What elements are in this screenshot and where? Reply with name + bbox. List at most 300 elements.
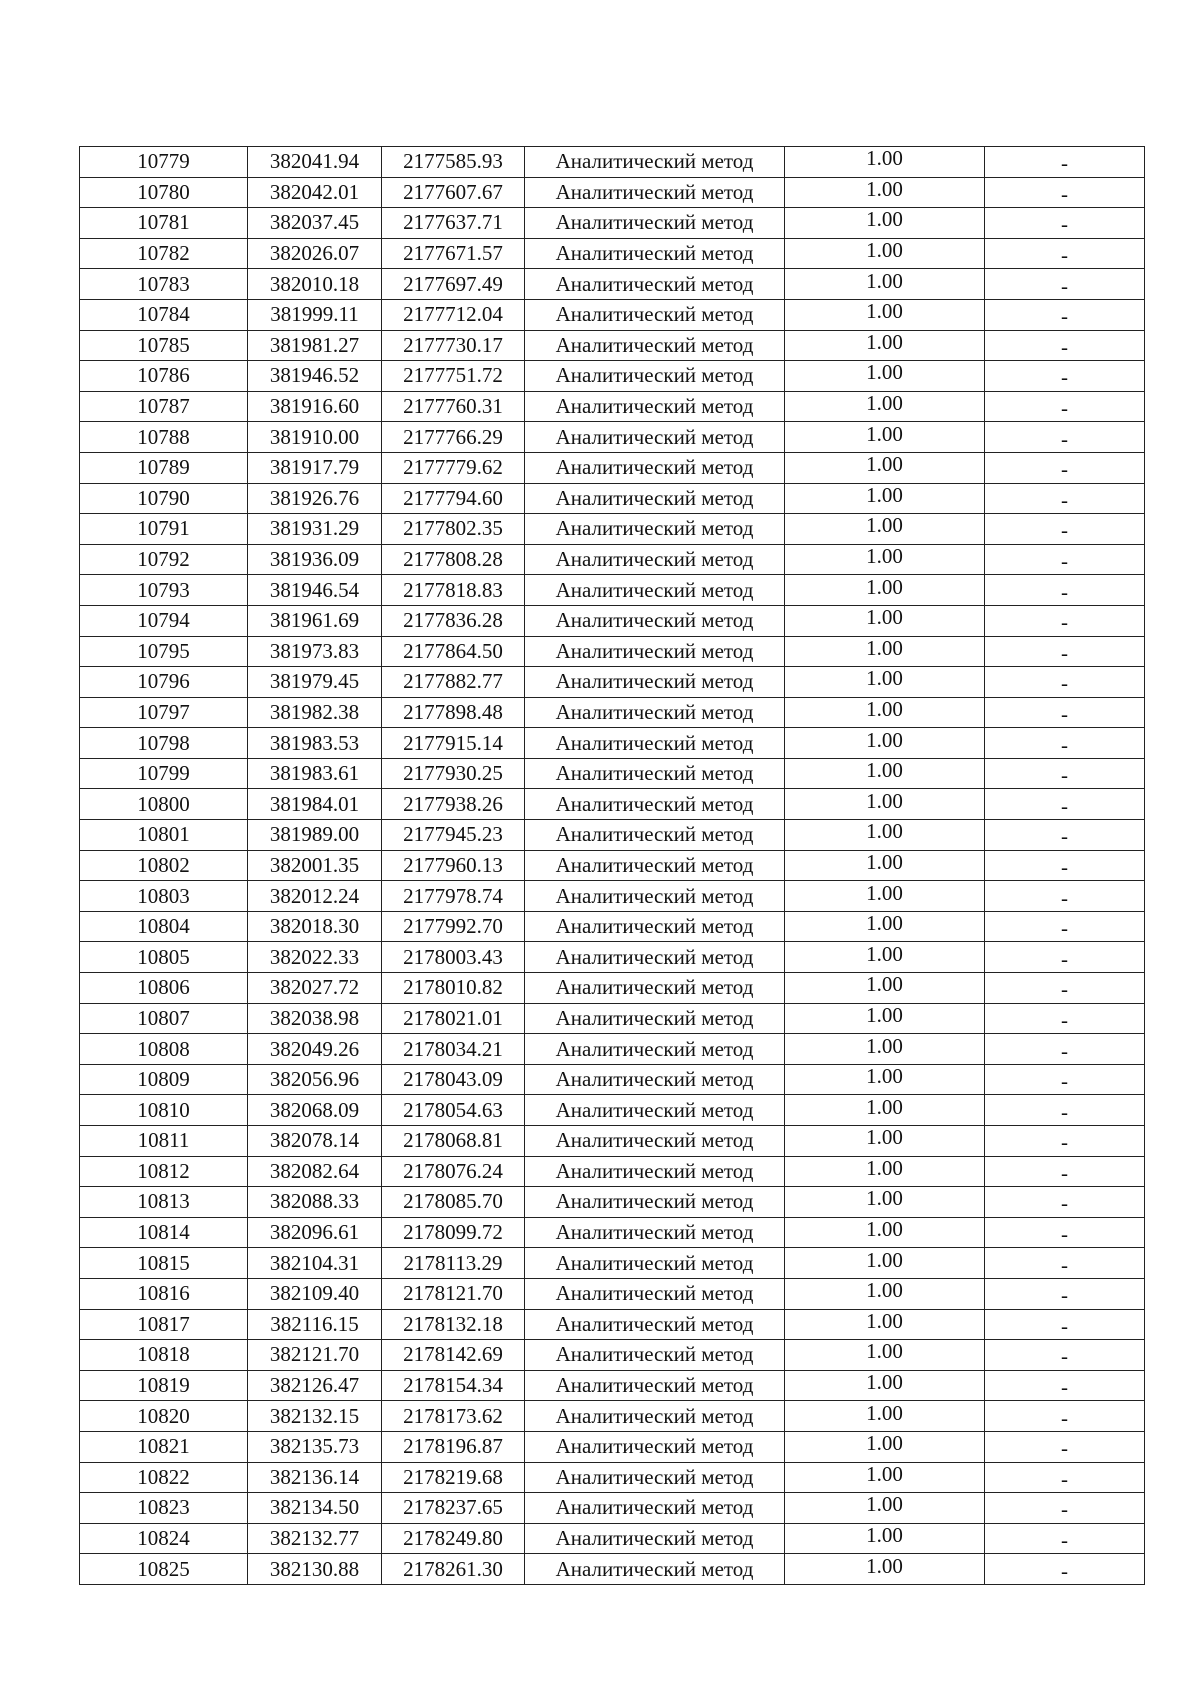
y-coordinate-cell-text: 2178196.87: [403, 1434, 503, 1459]
x-coordinate-cell-text: 381936.09: [269, 547, 360, 572]
x-coordinate-cell: [248, 911, 382, 942]
method-cell: [525, 1034, 785, 1065]
y-coordinate-cell-text: 2178010.82: [403, 975, 503, 1000]
accuracy-cell-text: 1.00: [866, 1462, 903, 1486]
accuracy-cell: [785, 422, 985, 453]
accuracy-cell-text: 1.00: [866, 1003, 903, 1027]
table-row: [80, 269, 1145, 300]
point-number-cell: [80, 1493, 248, 1524]
x-coordinate-cell: [248, 483, 382, 514]
accuracy-cell: [785, 1370, 985, 1401]
method-cell-text: Аналитический метод: [555, 975, 754, 1000]
y-coordinate-cell-text: 2177864.50: [403, 638, 503, 663]
point-number-cell: [80, 269, 248, 300]
point-number-cell: [80, 1034, 248, 1065]
table-row: [80, 758, 1145, 789]
x-coordinate-cell-text: 381983.53: [269, 730, 360, 755]
y-coordinate-cell-text: 2178249.80: [403, 1526, 503, 1551]
point-number-cell-text: 10807: [137, 1005, 190, 1030]
x-coordinate-cell: [248, 758, 382, 789]
y-coordinate-cell: [382, 942, 525, 973]
x-coordinate-cell-text: 381946.52: [269, 363, 360, 388]
y-coordinate-cell: [382, 1462, 525, 1493]
table-row: [80, 514, 1145, 545]
x-coordinate-cell-text: 382096.61: [269, 1220, 360, 1245]
note-cell: [985, 1126, 1145, 1157]
x-coordinate-cell: [248, 514, 382, 545]
note-cell-text: -: [1061, 151, 1068, 176]
y-coordinate-cell: [382, 208, 525, 239]
method-cell-text: Аналитический метод: [555, 1373, 754, 1398]
method-cell: [525, 1340, 785, 1371]
y-coordinate-cell-text: 2177978.74: [403, 883, 503, 908]
point-number-cell: [80, 1462, 248, 1493]
x-coordinate-cell-text: 382068.09: [269, 1097, 360, 1122]
accuracy-cell-text: 1.00: [866, 421, 903, 446]
x-coordinate-cell: [248, 269, 382, 300]
point-number-cell-text: 10819: [137, 1373, 190, 1398]
y-coordinate-cell: [382, 452, 525, 483]
note-cell-text: -: [1061, 610, 1068, 635]
x-coordinate-cell: [248, 973, 382, 1004]
point-number-cell-text: 10784: [137, 302, 190, 327]
x-coordinate-cell-text: 382135.73: [269, 1434, 360, 1459]
note-cell: [985, 1034, 1145, 1065]
method-cell: [525, 238, 785, 269]
table-row: [80, 789, 1145, 820]
note-cell-text: -: [1061, 1497, 1068, 1522]
point-number-cell-text: 10799: [137, 761, 190, 786]
point-number-cell: [80, 575, 248, 606]
method-cell-text: Аналитический метод: [555, 547, 754, 572]
y-coordinate-cell: [382, 299, 525, 330]
method-cell: [525, 544, 785, 575]
point-number-cell-text: 10792: [137, 547, 190, 572]
accuracy-cell: [785, 1278, 985, 1309]
method-cell: [525, 1064, 785, 1095]
accuracy-cell: [785, 1034, 985, 1065]
note-cell-text: -: [1061, 243, 1068, 268]
point-number-cell-text: 10791: [137, 516, 190, 541]
point-number-cell-text: 10793: [137, 577, 190, 602]
y-coordinate-cell: [382, 1126, 525, 1157]
method-cell: [525, 1401, 785, 1432]
x-coordinate-cell: [248, 177, 382, 208]
table-row: [80, 544, 1145, 575]
note-cell-text: -: [1061, 1007, 1068, 1032]
y-coordinate-cell-text: 2178154.34: [403, 1373, 503, 1398]
note-cell: [985, 850, 1145, 881]
y-coordinate-cell-text: 2177882.77: [403, 669, 503, 694]
x-coordinate-cell: [248, 147, 382, 178]
y-coordinate-cell: [382, 1248, 525, 1279]
y-coordinate-cell-text: 2177779.62: [403, 455, 503, 480]
table-row: [80, 391, 1145, 422]
note-cell: [985, 1064, 1145, 1095]
method-cell-text: Аналитический метод: [555, 1311, 754, 1336]
table-row: [80, 1156, 1145, 1187]
accuracy-cell: [785, 544, 985, 575]
point-number-cell-text: 10800: [137, 791, 190, 816]
y-coordinate-cell: [382, 728, 525, 759]
x-coordinate-cell-text: 382078.14: [269, 1128, 360, 1153]
x-coordinate-cell: [248, 605, 382, 636]
method-cell-text: Аналитический метод: [555, 577, 754, 602]
y-coordinate-cell: [382, 697, 525, 728]
table-row: [80, 1554, 1145, 1585]
y-coordinate-cell: [382, 1003, 525, 1034]
accuracy-cell: [785, 391, 985, 422]
note-cell-text: -: [1061, 1466, 1068, 1491]
table-row: [80, 330, 1145, 361]
y-coordinate-cell: [382, 758, 525, 789]
point-number-cell-text: 10815: [137, 1250, 190, 1275]
method-cell-text: Аналитический метод: [555, 1036, 754, 1061]
x-coordinate-cell: [248, 1095, 382, 1126]
x-coordinate-cell: [248, 330, 382, 361]
y-coordinate-cell-text: 2178121.70: [403, 1281, 503, 1306]
point-number-cell: [80, 1064, 248, 1095]
point-number-cell-text: 10824: [137, 1526, 190, 1551]
point-number-cell-text: 10823: [137, 1495, 190, 1520]
accuracy-cell: [785, 911, 985, 942]
y-coordinate-cell-text: 2177671.57: [403, 241, 503, 266]
y-coordinate-cell: [382, 575, 525, 606]
point-number-cell-text: 10806: [137, 975, 190, 1000]
y-coordinate-cell: [382, 1156, 525, 1187]
y-coordinate-cell: [382, 636, 525, 667]
y-coordinate-cell: [382, 667, 525, 698]
y-coordinate-cell: [382, 881, 525, 912]
point-number-cell: [80, 1309, 248, 1340]
point-number-cell: [80, 299, 248, 330]
table-row: [80, 177, 1145, 208]
point-number-cell-text: 10816: [137, 1281, 190, 1306]
point-number-cell-text: 10783: [137, 271, 190, 296]
point-number-cell-text: 10781: [137, 210, 190, 235]
accuracy-cell: [785, 758, 985, 789]
note-cell: [985, 177, 1145, 208]
x-coordinate-cell: [248, 667, 382, 698]
point-number-cell: [80, 942, 248, 973]
coordinates-table: [79, 146, 1145, 1585]
y-coordinate-cell: [382, 422, 525, 453]
accuracy-cell: [785, 1340, 985, 1371]
accuracy-cell-text: 1.00: [866, 452, 903, 477]
accuracy-cell: [785, 636, 985, 667]
method-cell-text: Аналитический метод: [555, 485, 754, 510]
note-cell-text: -: [1061, 701, 1068, 726]
x-coordinate-cell-text: 381916.60: [269, 394, 360, 419]
x-coordinate-cell-text: 382022.33: [269, 944, 360, 969]
note-cell-text: -: [1061, 1283, 1068, 1308]
method-cell: [525, 1309, 785, 1340]
accuracy-cell-text: 1.00: [866, 1431, 903, 1456]
x-coordinate-cell-text: 382132.77: [269, 1526, 360, 1551]
y-coordinate-cell: [382, 1217, 525, 1248]
point-number-cell: [80, 391, 248, 422]
method-cell-text: Аналитический метод: [555, 761, 754, 786]
note-cell-text: -: [1061, 1558, 1068, 1583]
method-cell-text: Аналитический метод: [555, 1556, 754, 1581]
accuracy-cell-text: 1.00: [866, 1156, 903, 1180]
y-coordinate-cell: [382, 1523, 525, 1554]
x-coordinate-cell-text: 381917.79: [269, 455, 360, 480]
table-row: [80, 1462, 1145, 1493]
method-cell-text: Аналитический метод: [555, 271, 754, 296]
y-coordinate-cell-text: 2177945.23: [403, 822, 503, 847]
note-cell: [985, 1401, 1145, 1432]
x-coordinate-cell: [248, 452, 382, 483]
y-coordinate-cell-text: 2178132.18: [403, 1311, 503, 1336]
method-cell: [525, 422, 785, 453]
method-cell-text: Аналитический метод: [555, 1067, 754, 1092]
point-number-cell: [80, 1401, 248, 1432]
point-number-cell: [80, 1187, 248, 1218]
method-cell-text: Аналитический метод: [555, 1189, 754, 1214]
y-coordinate-cell: [382, 1431, 525, 1462]
table-row: [80, 452, 1145, 483]
table-row: [80, 1278, 1145, 1309]
point-number-cell-text: 10822: [137, 1464, 190, 1489]
y-coordinate-cell: [382, 789, 525, 820]
accuracy-cell-text: 1.00: [866, 1125, 903, 1150]
y-coordinate-cell-text: 2178054.63: [403, 1097, 503, 1122]
x-coordinate-cell: [248, 208, 382, 239]
y-coordinate-cell-text: 2177836.28: [403, 608, 503, 633]
point-number-cell: [80, 605, 248, 636]
y-coordinate-cell: [382, 820, 525, 851]
note-cell-text: -: [1061, 549, 1068, 574]
note-cell: [985, 422, 1145, 453]
method-cell: [525, 1156, 785, 1187]
y-coordinate-cell-text: 2178219.68: [403, 1464, 503, 1489]
y-coordinate-cell: [382, 544, 525, 575]
accuracy-cell: [785, 1187, 985, 1218]
x-coordinate-cell: [248, 422, 382, 453]
point-number-cell-text: 10813: [137, 1189, 190, 1214]
table-row: [80, 1370, 1145, 1401]
point-number-cell-text: 10801: [137, 822, 190, 847]
y-coordinate-cell-text: 2178076.24: [403, 1158, 503, 1183]
note-cell: [985, 1156, 1145, 1187]
accuracy-cell-text: 1.00: [866, 727, 903, 752]
y-coordinate-cell: [382, 269, 525, 300]
point-number-cell-text: 10779: [137, 149, 190, 174]
accuracy-cell-text: 1.00: [866, 391, 903, 416]
y-coordinate-cell: [382, 1064, 525, 1095]
accuracy-cell: [785, 177, 985, 208]
accuracy-cell-text: 1.00: [866, 146, 903, 171]
method-cell-text: Аналитический метод: [555, 1342, 754, 1367]
accuracy-cell: [785, 1554, 985, 1585]
x-coordinate-cell: [248, 1554, 382, 1585]
table-row: [80, 973, 1145, 1004]
x-coordinate-cell-text: 382132.15: [269, 1403, 360, 1428]
x-coordinate-cell-text: 382130.88: [269, 1556, 360, 1581]
accuracy-cell: [785, 881, 985, 912]
point-number-cell: [80, 483, 248, 514]
note-cell-text: -: [1061, 457, 1068, 482]
accuracy-cell: [785, 514, 985, 545]
table-row: [80, 1003, 1145, 1034]
point-number-cell: [80, 1278, 248, 1309]
point-number-cell: [80, 1554, 248, 1585]
point-number-cell-text: 10789: [137, 455, 190, 480]
accuracy-cell-text: 1.00: [866, 1523, 903, 1548]
y-coordinate-cell: [382, 361, 525, 392]
y-coordinate-cell-text: 2178021.01: [403, 1005, 503, 1030]
note-cell-text: -: [1061, 1191, 1068, 1216]
method-cell: [525, 147, 785, 178]
method-cell-text: Аналитический метод: [555, 1403, 754, 1428]
accuracy-cell: [785, 575, 985, 606]
point-number-cell: [80, 1217, 248, 1248]
method-cell-text: Аналитический метод: [555, 883, 754, 908]
method-cell: [525, 697, 785, 728]
y-coordinate-cell-text: 2178142.69: [403, 1342, 503, 1367]
x-coordinate-cell-text: 382121.70: [269, 1342, 360, 1367]
method-cell-text: Аналитический метод: [555, 241, 754, 266]
point-number-cell-text: 10817: [137, 1311, 190, 1336]
point-number-cell-text: 10786: [137, 363, 190, 388]
y-coordinate-cell: [382, 1034, 525, 1065]
x-coordinate-cell-text: 382088.33: [269, 1189, 360, 1214]
accuracy-cell: [785, 973, 985, 1004]
method-cell-text: Аналитический метод: [555, 179, 754, 204]
method-cell: [525, 728, 785, 759]
accuracy-cell-text: 1.00: [866, 697, 903, 721]
method-cell: [525, 575, 785, 606]
method-cell: [525, 1554, 785, 1585]
x-coordinate-cell: [248, 697, 382, 728]
point-number-cell: [80, 452, 248, 483]
method-cell: [525, 361, 785, 392]
accuracy-cell-text: 1.00: [866, 268, 903, 293]
y-coordinate-cell-text: 2177760.31: [403, 394, 503, 419]
y-coordinate-cell: [382, 177, 525, 208]
y-coordinate-cell: [382, 514, 525, 545]
point-number-cell-text: 10804: [137, 914, 190, 939]
method-cell-text: Аналитический метод: [555, 302, 754, 327]
x-coordinate-cell-text: 382116.15: [270, 1311, 359, 1336]
note-cell-text: -: [1061, 640, 1068, 665]
method-cell: [525, 1370, 785, 1401]
point-number-cell: [80, 850, 248, 881]
accuracy-cell: [785, 361, 985, 392]
accuracy-cell-text: 1.00: [866, 941, 903, 966]
x-coordinate-cell: [248, 391, 382, 422]
note-cell-text: -: [1061, 212, 1068, 237]
x-coordinate-cell: [248, 820, 382, 851]
y-coordinate-cell-text: 2177794.60: [403, 485, 503, 510]
x-coordinate-cell-text: 382104.31: [269, 1250, 360, 1275]
point-number-cell-text: 10820: [137, 1403, 190, 1428]
table-row: [80, 667, 1145, 698]
method-cell-text: Аналитический метод: [555, 332, 754, 357]
table-row: [80, 1095, 1145, 1126]
table-row: [80, 728, 1145, 759]
note-cell: [985, 1462, 1145, 1493]
method-cell: [525, 1217, 785, 1248]
accuracy-cell-text: 1.00: [866, 1186, 903, 1211]
accuracy-cell-text: 1.00: [866, 636, 903, 660]
y-coordinate-cell-text: 2177766.29: [403, 424, 503, 449]
y-coordinate-cell-text: 2178085.70: [403, 1189, 503, 1214]
note-cell: [985, 575, 1145, 606]
y-coordinate-cell-text: 2178068.81: [403, 1128, 503, 1153]
x-coordinate-cell: [248, 1309, 382, 1340]
method-cell-text: Аналитический метод: [555, 516, 754, 541]
x-coordinate-cell-text: 382056.96: [269, 1067, 360, 1092]
method-cell: [525, 1126, 785, 1157]
method-cell-text: Аналитический метод: [555, 1250, 754, 1275]
accuracy-cell: [785, 1523, 985, 1554]
note-cell-text: -: [1061, 885, 1068, 910]
y-coordinate-cell-text: 2177607.67: [403, 179, 503, 204]
method-cell: [525, 911, 785, 942]
x-coordinate-cell-text: 381983.61: [269, 761, 360, 786]
point-number-cell: [80, 973, 248, 1004]
y-coordinate-cell: [382, 1278, 525, 1309]
accuracy-cell: [785, 728, 985, 759]
x-coordinate-cell-text: 381931.29: [269, 516, 360, 541]
note-cell: [985, 605, 1145, 636]
note-cell-text: -: [1061, 518, 1068, 543]
accuracy-cell-text: 1.00: [866, 574, 903, 599]
accuracy-cell: [785, 483, 985, 514]
accuracy-cell-text: 1.00: [866, 544, 903, 569]
accuracy-cell-text: 1.00: [866, 207, 903, 232]
accuracy-cell-text: 1.00: [866, 513, 903, 538]
method-cell: [525, 758, 785, 789]
y-coordinate-cell: [382, 238, 525, 269]
accuracy-cell: [785, 1095, 985, 1126]
method-cell-text: Аналитический метод: [555, 608, 754, 633]
note-cell: [985, 667, 1145, 698]
method-cell-text: Аналитический метод: [555, 1128, 754, 1153]
y-coordinate-cell: [382, 483, 525, 514]
accuracy-cell-text: 1.00: [866, 880, 903, 905]
x-coordinate-cell-text: 382042.01: [269, 179, 360, 204]
x-coordinate-cell: [248, 1278, 382, 1309]
x-coordinate-cell-text: 382109.40: [269, 1281, 360, 1306]
note-cell: [985, 1003, 1145, 1034]
x-coordinate-cell-text: 382082.64: [269, 1158, 360, 1183]
point-number-cell: [80, 147, 248, 178]
point-number-cell-text: 10794: [137, 608, 190, 633]
x-coordinate-cell-text: 381999.11: [270, 302, 359, 327]
x-coordinate-cell: [248, 238, 382, 269]
x-coordinate-cell-text: 381979.45: [269, 669, 360, 694]
table-row: [80, 1064, 1145, 1095]
method-cell-text: Аналитический метод: [555, 1526, 754, 1551]
note-cell-text: -: [1061, 732, 1068, 757]
x-coordinate-cell: [248, 789, 382, 820]
x-coordinate-cell: [248, 361, 382, 392]
note-cell-text: -: [1061, 793, 1068, 818]
point-number-cell: [80, 667, 248, 698]
point-number-cell: [80, 1156, 248, 1187]
x-coordinate-cell-text: 382026.07: [269, 241, 360, 266]
accuracy-cell-text: 1.00: [866, 1064, 903, 1089]
method-cell-text: Аналитический метод: [555, 1097, 754, 1122]
y-coordinate-cell-text: 2178003.43: [403, 944, 503, 969]
point-number-cell-text: 10808: [137, 1036, 190, 1061]
y-coordinate-cell-text: 2178237.65: [403, 1495, 503, 1520]
y-coordinate-cell: [382, 1370, 525, 1401]
method-cell-text: Аналитический метод: [555, 1495, 754, 1520]
